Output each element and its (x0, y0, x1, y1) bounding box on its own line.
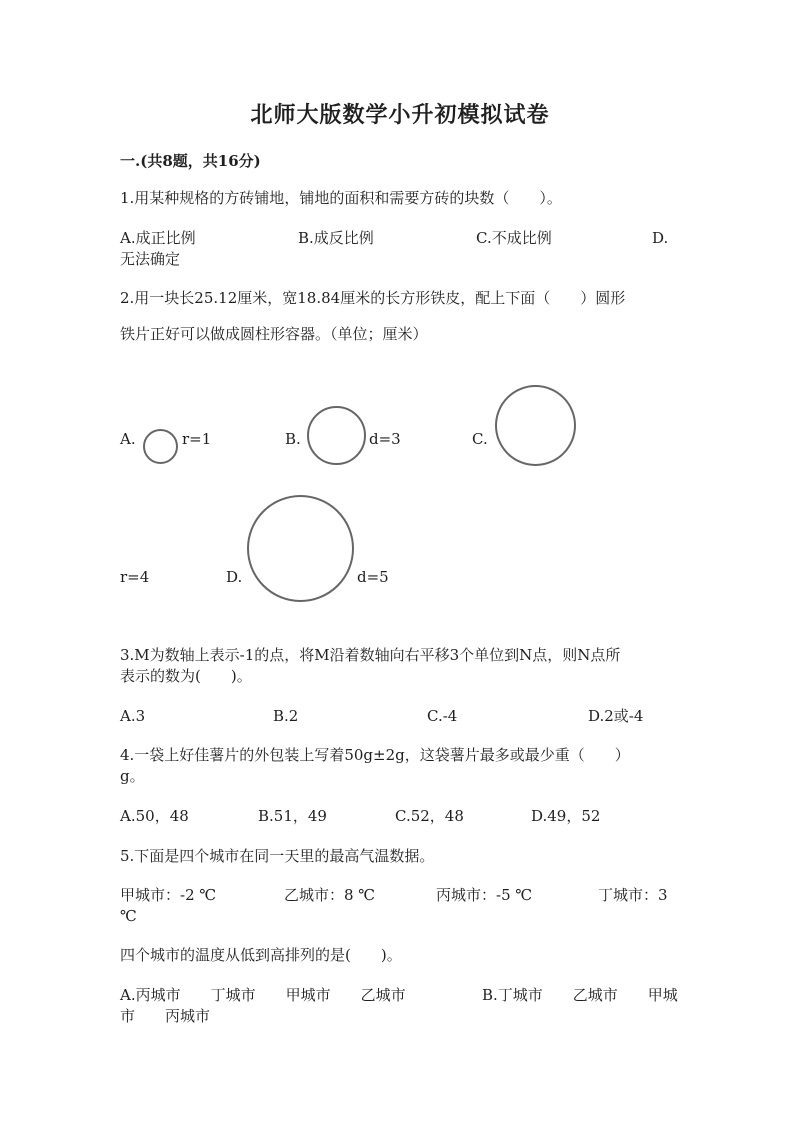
q5-ask: 四个城市的温度从低到高排列的是( )。 (120, 946, 402, 964)
q1-option-a: A.成正比例 (120, 229, 196, 247)
q4-option-c: C.52，48 (395, 807, 464, 825)
q3-stem-line2: 表示的数为( )。 (120, 667, 252, 685)
q1-option-d-text: 无法确定 (120, 250, 181, 268)
q4-stem-line1: 4.一袋上好佳薯片的外包装上写着50g±2g，这袋薯片最多或最少重（ ） (120, 746, 630, 764)
q4-option-d: D.49，52 (531, 807, 601, 825)
q5-option-a: A.丙城市 丁城市 甲城市 乙城市 (120, 986, 406, 1004)
q3-option-d: D.2或-4 (588, 707, 644, 725)
q1-stem: 1.用某种规格的方砖铺地，铺地的面积和需要方砖的块数（ ）。 (120, 189, 562, 207)
q3-option-a: A.3 (120, 707, 146, 725)
q4-option-b: B.51，49 (258, 807, 327, 825)
q2-option-d-label: d=5 (357, 568, 389, 586)
q2-option-b-label: d=3 (369, 430, 401, 448)
q5-city-jia: 甲城市：-2 ℃ (120, 886, 217, 904)
q2-option-a-label: r=1 (182, 430, 212, 448)
q5-city-ding: 丁城市：3 (598, 886, 668, 904)
q5-city-yi: 乙城市：8 ℃ (284, 886, 376, 904)
q3-stem-line1: 3.M为数轴上表示-1的点，将M沿着数轴向右平移3个单位到N点，则N点所 (120, 646, 621, 664)
q2-stem-line1: 2.用一块长25.12厘米，宽18.84厘米的长方形铁皮，配上下面（ ）圆形 (120, 289, 626, 307)
q2-option-d: D. (226, 568, 243, 586)
q5-stem: 5.下面是四个城市在同一天里的最高气温数据。 (120, 847, 435, 865)
circle-b (307, 406, 366, 465)
q1-option-b: B.成反比例 (298, 229, 374, 247)
q2-option-c: C. (472, 430, 488, 448)
q2-stem-line2: 铁片正好可以做成圆柱形容器。（单位；厘米） (120, 325, 428, 343)
q4-stem-line2: g。 (120, 767, 145, 785)
q5-option-b: B.丁城市 乙城市 甲城 (482, 986, 678, 1004)
section-heading: 一.(共8题，共16分) (120, 152, 261, 170)
q2-option-b: B. (285, 430, 301, 448)
q3-option-c: C.-4 (427, 707, 458, 725)
q5-city-ding-unit: ℃ (120, 907, 137, 925)
q4-option-a: A.50，48 (120, 807, 189, 825)
circle-a (143, 429, 178, 464)
q2-option-a: A. (120, 430, 136, 448)
q5-option-b-wrap: 市 丙城市 (120, 1007, 211, 1025)
circle-d (247, 495, 354, 602)
q2-option-c-label: r=4 (120, 568, 150, 586)
circle-c (495, 385, 576, 466)
page-title: 北师大版数学小升初模拟试卷 (250, 102, 550, 128)
q1-option-c: C.不成比例 (476, 229, 552, 247)
q1-option-d: D. (652, 229, 669, 247)
q3-option-b: B.2 (273, 707, 299, 725)
q5-city-bing: 丙城市：-5 ℃ (436, 886, 533, 904)
